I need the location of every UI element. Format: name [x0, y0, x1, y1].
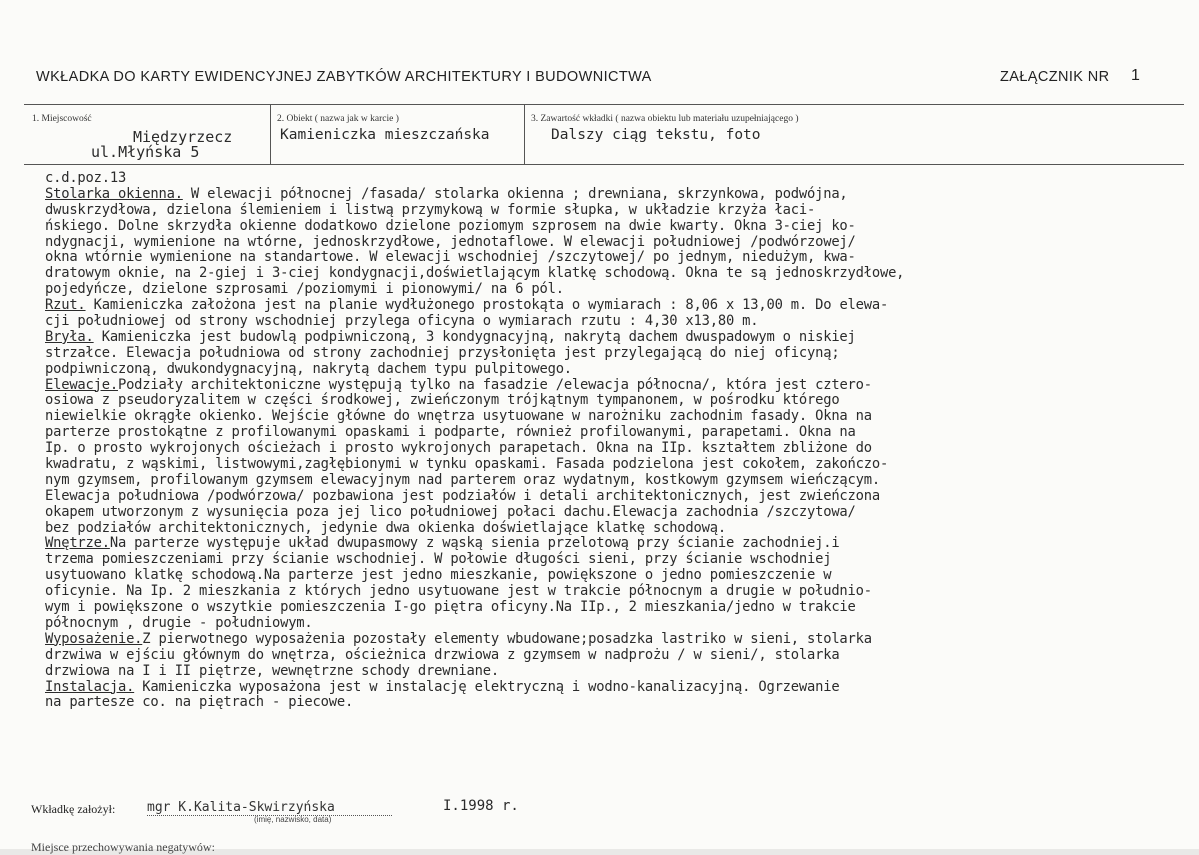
text-line [45, 457, 1175, 473]
text-line [45, 314, 1175, 330]
field-divider-2 [524, 104, 525, 164]
object-label: 2. Obiekt ( nazwa jak w karcie ) [277, 114, 399, 124]
line-text: Na parterze występuje układ dwupasmowy z wąską sienia przelotową przy ścianie zachodniej.i [109, 535, 840, 552]
line-text: Elewacja południowa /podwórzowa/ pozbawiona jest podziałów i detali architektonicznych, jest zwieńczona [45, 487, 880, 504]
text-line [45, 473, 1175, 489]
line-text: drzwiwa w ejściu głównym do wnętrza, ościeżnica drzwiowa z gzymsem w nadprożu / w sieni/, stolarka [45, 646, 840, 663]
line-text: parterze prostokątne z profilowanymi opaskami i podparte, również profilowanymi, parapetami. Okna na [45, 424, 856, 441]
text-line [45, 648, 1175, 664]
text-line [45, 695, 1175, 711]
line-text: bez podziałów architektonicznych, jedynie dwa okienka doświetlające klatkę schodową. [45, 519, 726, 536]
line-text: Kamieniczka wyposażona jest w instalację elektryczną i wodno-kanalizacyjną. Ogrzewanie [134, 678, 840, 695]
locality-label: 1. Miejscowość [32, 114, 92, 124]
text-line [45, 616, 1175, 632]
header-bottom-rule [24, 164, 1184, 165]
line-text: osiowa z pseudoryzalitem w części środkowej, zwieńczonym trójkątnym tympanonem, w pośrodku którego [45, 392, 840, 409]
header-top-rule [24, 104, 1184, 105]
text-line [45, 203, 1175, 219]
text-line [45, 552, 1175, 568]
line-text: kwadratu, z wąskimi, listwowymi,zagłębionymi w tynku opaskami. Fasada podzielona jest cokołem, zakończo- [45, 456, 889, 473]
line-text: oficynie. Na Ip. 2 mieszkania z których jedno usytuowane jest w trakcie północnym a drugie w południo- [45, 583, 872, 600]
text-line [45, 536, 1175, 552]
text-line [45, 505, 1175, 521]
line-text: dratowym oknie, na 2-giej i 3-ciej kondygnacji,doświetlającym klatkę schodową. Okna te są jednoskrzydłowe, [45, 265, 905, 282]
annex-label: ZAŁĄCZNIK NR [1000, 69, 1110, 85]
text-line [45, 584, 1175, 600]
text-line [45, 235, 1175, 251]
locality-value-town: Międzyrzecz [133, 128, 233, 146]
line-text: ndygnacji, wymienione na wtórne, jednoskrzydłowe, jednotaflowe. W elewacji południowej /podwórzowej/ [45, 233, 856, 250]
locality-value-street: ul.Młyńska 5 [91, 143, 200, 161]
field-divider-1 [270, 104, 271, 164]
line-text: dwuskrzydłowa, dzielona ślemieniem i listwą przymykową w formie słupka, w układzie krzyża łaci- [45, 201, 816, 218]
line-text: Podziały architektoniczne występują tylko na fasadzie /elewacja północna/, która jest cztero- [117, 376, 872, 393]
section-heading: Stolarka okienna. [45, 185, 183, 202]
author-value: mgr K.Kalita-Skwirzyńska [147, 800, 392, 816]
line-text: niewielkie okrągłe okienko. Wejście główne do wnętrza usytuowane w narożniku zachodnim fasady. Okna na [45, 408, 872, 425]
text-line [45, 266, 1175, 282]
text-line [45, 346, 1175, 362]
author-subcaption: (imię, nazwisko, data) [254, 815, 332, 824]
text-line [45, 219, 1175, 235]
text-line [45, 250, 1175, 266]
line-text: pojedyńcze, dzielone szprosami /poziomymi i pionowymi/ na 6 pól. [45, 281, 564, 298]
line-text: c.d.poz.13 [45, 170, 127, 186]
text-line [45, 330, 1175, 346]
content-label: 3. Zawartość wkładki ( nazwa obiektu lub materiału uzupełniającego ) [531, 114, 799, 124]
text-line [45, 632, 1175, 648]
section-heading: Bryła. [45, 328, 94, 345]
text-line [45, 680, 1175, 696]
line-text: Z pierwotnego wyposażenia pozostały elementy wbudowane;posadzka lastriko w sieni, stolarka [142, 630, 872, 647]
line-text: drzwiowa na I i II piętrze, wewnętrzne schody drewniane. [45, 662, 499, 679]
line-text: okna wtórnie wymienione na standartowe. W elewacji wschodniej /szczytowej/ po jednym, niedużym, kwa- [45, 249, 856, 266]
text-line [45, 378, 1175, 394]
negatives-location-label: Miejsce przechowywania negatywów: [31, 840, 215, 854]
section-heading: Wnętrze. [45, 535, 110, 552]
text-line [45, 282, 1175, 298]
document-title: WKŁADKA DO KARTY EWIDENCYJNEJ ZABYTKÓW ARCHITEKTURY I BUDOWNICTWA [36, 69, 652, 85]
line-text: nym gzymsem, profilowanym gzymsem elewacyjnym nad parterem oraz wydatnym, kostkowym gzymsem wieńczącym. [45, 471, 880, 488]
text-line [45, 187, 1175, 203]
section-heading: Instalacja. [45, 678, 135, 695]
text-line [45, 393, 1175, 409]
text-line [45, 441, 1175, 457]
text-line [45, 600, 1175, 616]
line-text: na partesze co. na piętrach - piecowe. [45, 694, 354, 711]
text-line [45, 521, 1175, 537]
text-line [45, 664, 1175, 680]
text-line [45, 171, 1175, 187]
content-value: Dalszy ciąg tekstu, foto [551, 127, 761, 143]
line-text: Kamieniczka założona jest na planie wydłużonego prostokąta o wymiarach : 8,06 x 13,00 m. Do elewa- [85, 297, 889, 314]
object-value: Kamieniczka mieszczańska [280, 127, 490, 143]
line-text: trzema pomieszczeniami przy ścianie wschodniej. W połowie długości sieni, przy ścianie wschodniej [45, 551, 832, 568]
text-line [45, 362, 1175, 378]
line-text: strzałce. Elewacja południowa od strony zachodniej przysłonięta jest przylegającą do niej oficyną; [45, 344, 840, 361]
typed-description [45, 171, 1175, 711]
line-text: usytuowano klatkę schodową.Na parterze jest jedno mieszkanie, powiększone o jedno pomieszczenie w [45, 567, 832, 584]
annex-number: 1 [1131, 67, 1141, 84]
line-text: podpiwniczoną, dwukondygnacyjną, nakrytą dachem typu pulpitowego. [45, 360, 572, 377]
date-value: I.1998 r. [443, 798, 519, 814]
line-text: Ip. o prosto wykrojonych ościeżach i prosto wykrojonych parapetach. Okna na IIp. kształtem zbliżone do [45, 440, 872, 457]
line-text: wym i powiększone o wszytkie pomieszczenia I-go piętra oficyny.Na IIp., 2 mieszkania/jedno w trakcie [45, 599, 856, 616]
line-text: cji południowej od strony wschodniej przylega oficyna o wymiarach rzutu : 4,30 x13,80 m. [45, 313, 759, 330]
text-line [45, 568, 1175, 584]
section-heading: Rzut. [45, 297, 86, 314]
line-text: Kamieniczka jest budowlą podpiwniczoną, 3 kondygnacyjną, nakrytą dachem dwuspadowym o niskiej [93, 328, 856, 345]
text-line [45, 409, 1175, 425]
line-text: okapem utworzonym z wysunięcia poza jej lico południowej połaci dachu.Elewacja zachodnia /szczytowa/ [45, 503, 856, 520]
author-label: Wkładkę założył: [31, 802, 116, 816]
text-line [45, 298, 1175, 314]
section-heading: Elewacje. [45, 376, 118, 393]
section-heading: Wyposażenie. [45, 630, 143, 647]
line-text: północnym , drugie - południowym. [45, 614, 313, 631]
line-text: ńskiego. Dolne skrzydła okienne dodatkowo dzielone poziomym szprosem na dwie kwarty. Okna 3-ciej ko- [45, 217, 856, 234]
line-text: W elewacji północnej /fasada/ stolarka okienna ; drewniana, skrzynkowa, podwójna, [182, 185, 848, 202]
text-line [45, 489, 1175, 505]
text-line [45, 425, 1175, 441]
